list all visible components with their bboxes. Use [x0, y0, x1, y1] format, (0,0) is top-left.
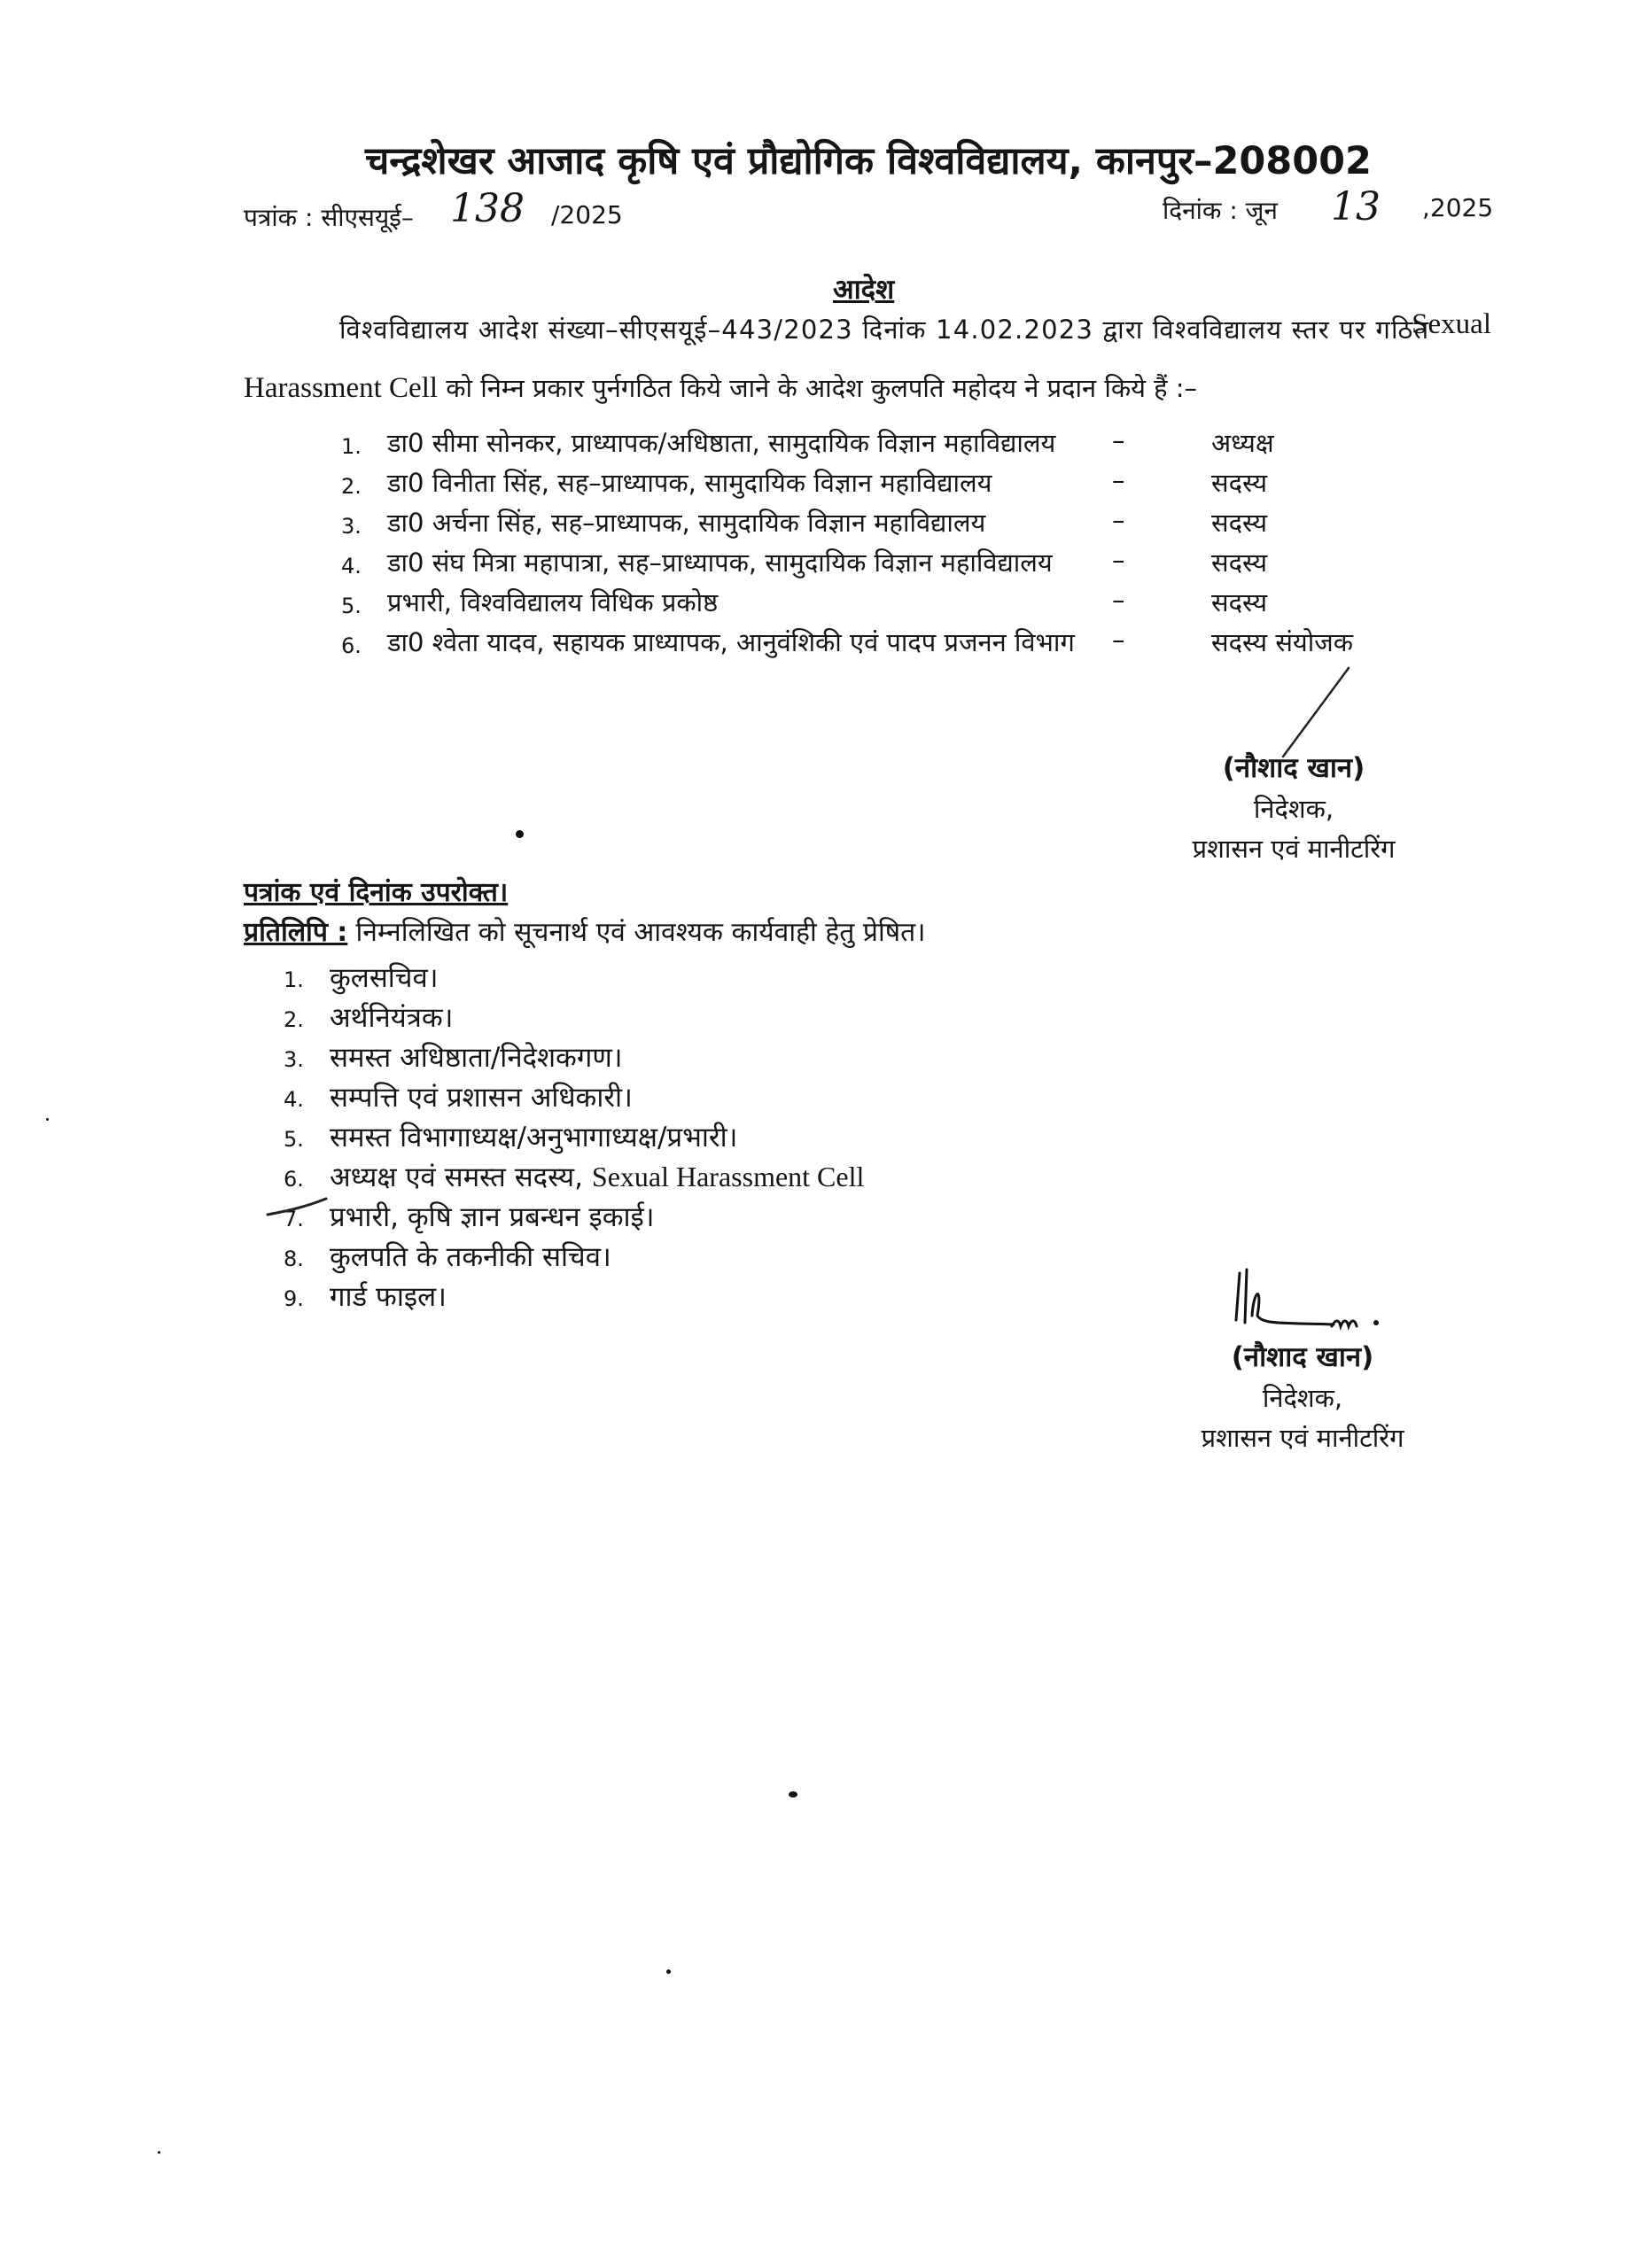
- item-number: 3.: [284, 1047, 304, 1072]
- item-number: 6.: [284, 1167, 304, 1192]
- reference-repeat-line: पत्रांक एवं दिनांक उपरोक्त।: [244, 877, 509, 908]
- order-paragraph-line1: [339, 308, 1491, 346]
- order-paragraph-line2: [244, 370, 1197, 405]
- member-dash: –: [1112, 425, 1125, 455]
- speck-mark: [789, 1791, 797, 1798]
- copy-recipient: कुलसचिव।: [330, 962, 439, 994]
- member-name: प्रभारी, विश्वविद्यालय विधिक प्रकोष्ठ: [387, 587, 719, 617]
- copy-recipient: कुलपति के तकनीकी सचिव।: [330, 1241, 611, 1273]
- list-item: [341, 425, 1404, 464]
- list-item: [341, 505, 1404, 544]
- copy-recipient: सम्पत्ति एवं प्रशासन अधिकारी।: [330, 1082, 633, 1114]
- member-name: डा0 संघ मित्रा महापात्रा, सह–प्राध्यापक, सामुदायिक विज्ञान महाविद्यालय: [387, 548, 1053, 578]
- tick-mark-icon: [264, 1192, 344, 1227]
- reference-handwritten-number: 138: [450, 186, 525, 231]
- copy-recipient-text: अध्यक्ष एवं समस्त सदस्य,: [330, 1161, 584, 1193]
- date-label: दिनांक : जून: [1163, 196, 1278, 225]
- item-number: 1.: [341, 434, 362, 459]
- signatory-name: (नौशाद खान): [1231, 1341, 1374, 1373]
- member-role: सदस्य: [1211, 468, 1268, 498]
- speck-mark: [158, 2151, 160, 2154]
- signatory-office: प्रशासन एवं मानीटरिंग: [1192, 834, 1396, 864]
- signatory-name: (नौशाद खान): [1222, 752, 1365, 784]
- order-paragraph-latin-2: Harassment Cell: [244, 372, 439, 404]
- copy-recipient: प्रभारी, कृषि ज्ञान प्रबन्धन इकाई।: [330, 1201, 655, 1233]
- speck-mark: [46, 1118, 49, 1121]
- signatory-office: प्रशासन एवं मानीटरिंग: [1201, 1423, 1404, 1453]
- copy-recipient: अर्थनियंत्रक।: [330, 1002, 454, 1034]
- reference-year: /2025: [551, 200, 623, 229]
- list-item: [341, 585, 1404, 624]
- copy-recipient: समस्त विभागाध्यक्ष/अनुभागाध्यक्ष/प्रभारी।: [330, 1122, 738, 1153]
- member-name: डा0 सीमा सोनकर, प्राध्यापक/अधिष्ठाता, सामुदायिक विज्ञान महाविद्यालय: [387, 428, 1056, 458]
- member-name: डा0 श्वेता यादव, सहायक प्राध्यापक, आनुवंशिकी एवं पादप प्रजनन विभाग: [387, 627, 1075, 657]
- signature-mark-stroke: [1276, 664, 1356, 762]
- copy-intro-text: निम्नलिखित को सूचनार्थ एवं आवश्यक कार्यवाही हेतु प्रेषित।: [355, 917, 926, 948]
- date-year: ,2025: [1422, 193, 1494, 222]
- list-item: [341, 625, 1404, 664]
- item-number: 4.: [341, 554, 362, 579]
- item-number: 8.: [284, 1247, 304, 1271]
- signature-block-1: [1143, 749, 1444, 866]
- handwritten-signature-icon: [1227, 1254, 1404, 1351]
- list-item: [341, 545, 1404, 584]
- signature-block-2: [1152, 1338, 1453, 1455]
- item-number: 5.: [284, 1127, 304, 1152]
- member-name: डा0 अर्चना सिंह, सह–प्राध्यापक, सामुदायिक विज्ञान महाविद्यालय: [387, 508, 986, 538]
- reference-label: पत्रांक : सीएसयूई–: [244, 203, 414, 232]
- speck-mark: [666, 1969, 671, 1974]
- member-dash: –: [1112, 545, 1125, 575]
- item-number: 2.: [341, 474, 362, 499]
- order-heading: आदेश: [833, 274, 895, 306]
- signatory-designation: निदेशक,: [1262, 1383, 1343, 1413]
- reference-number: [244, 200, 414, 234]
- member-name: डा0 विनीता सिंह, सह–प्राध्यापक, सामुदायिक विज्ञान महाविद्यालय: [387, 468, 992, 498]
- member-role: सदस्य: [1211, 508, 1268, 538]
- item-number: 5.: [341, 594, 362, 618]
- item-number: 2.: [284, 1007, 304, 1032]
- order-paragraph-text-2: को निम्न प्रकार पुर्नगठित किये जाने के आदेश कुलपति महोदय ने प्रदान किये हैं :–: [446, 373, 1198, 403]
- member-role: सदस्य: [1211, 587, 1268, 617]
- item-number: 3.: [341, 514, 362, 539]
- copy-recipient: गार्ड फाइल।: [330, 1281, 447, 1313]
- speck-mark: [516, 830, 524, 838]
- item-number: 1.: [284, 967, 304, 992]
- member-dash: –: [1112, 505, 1125, 535]
- order-paragraph-text: विश्वविद्यालय आदेश संख्या–सीएसयूई–443/2023 दिनांक 14.02.2023 द्वारा विश्वविद्यालय स्तर पर गठित: [339, 315, 1430, 345]
- item-number: 6.: [341, 633, 362, 658]
- copy-intro: [244, 913, 926, 949]
- list-item: [341, 465, 1404, 504]
- copy-recipient-latin: Sexual Harassment Cell: [591, 1161, 865, 1192]
- member-role: सदस्य: [1211, 548, 1268, 578]
- member-dash: –: [1112, 625, 1125, 655]
- copy-recipient: समस्त अधिष्ठाता/निदेशकगण।: [330, 1042, 623, 1074]
- item-number: 7.: [284, 1207, 304, 1231]
- date-handwritten-day: 13: [1331, 184, 1381, 229]
- member-role: अध्यक्ष: [1211, 428, 1274, 458]
- member-dash: –: [1112, 585, 1125, 615]
- university-title: चन्द्रशेखर आजाद कृषि एवं प्रौद्योगिक विश्वविद्यालय, कानपुर–208002: [365, 139, 1372, 183]
- item-number: 9.: [284, 1286, 304, 1311]
- copy-recipient: [330, 1158, 864, 1195]
- signatory-designation: निदेशक,: [1253, 794, 1334, 824]
- item-number: 4.: [284, 1087, 304, 1112]
- order-paragraph-latin: Sexual: [1412, 308, 1491, 340]
- member-role: सदस्य संयोजक: [1211, 627, 1354, 657]
- copy-intro-label: प्रतिलिपि :: [244, 917, 348, 948]
- member-dash: –: [1112, 465, 1125, 495]
